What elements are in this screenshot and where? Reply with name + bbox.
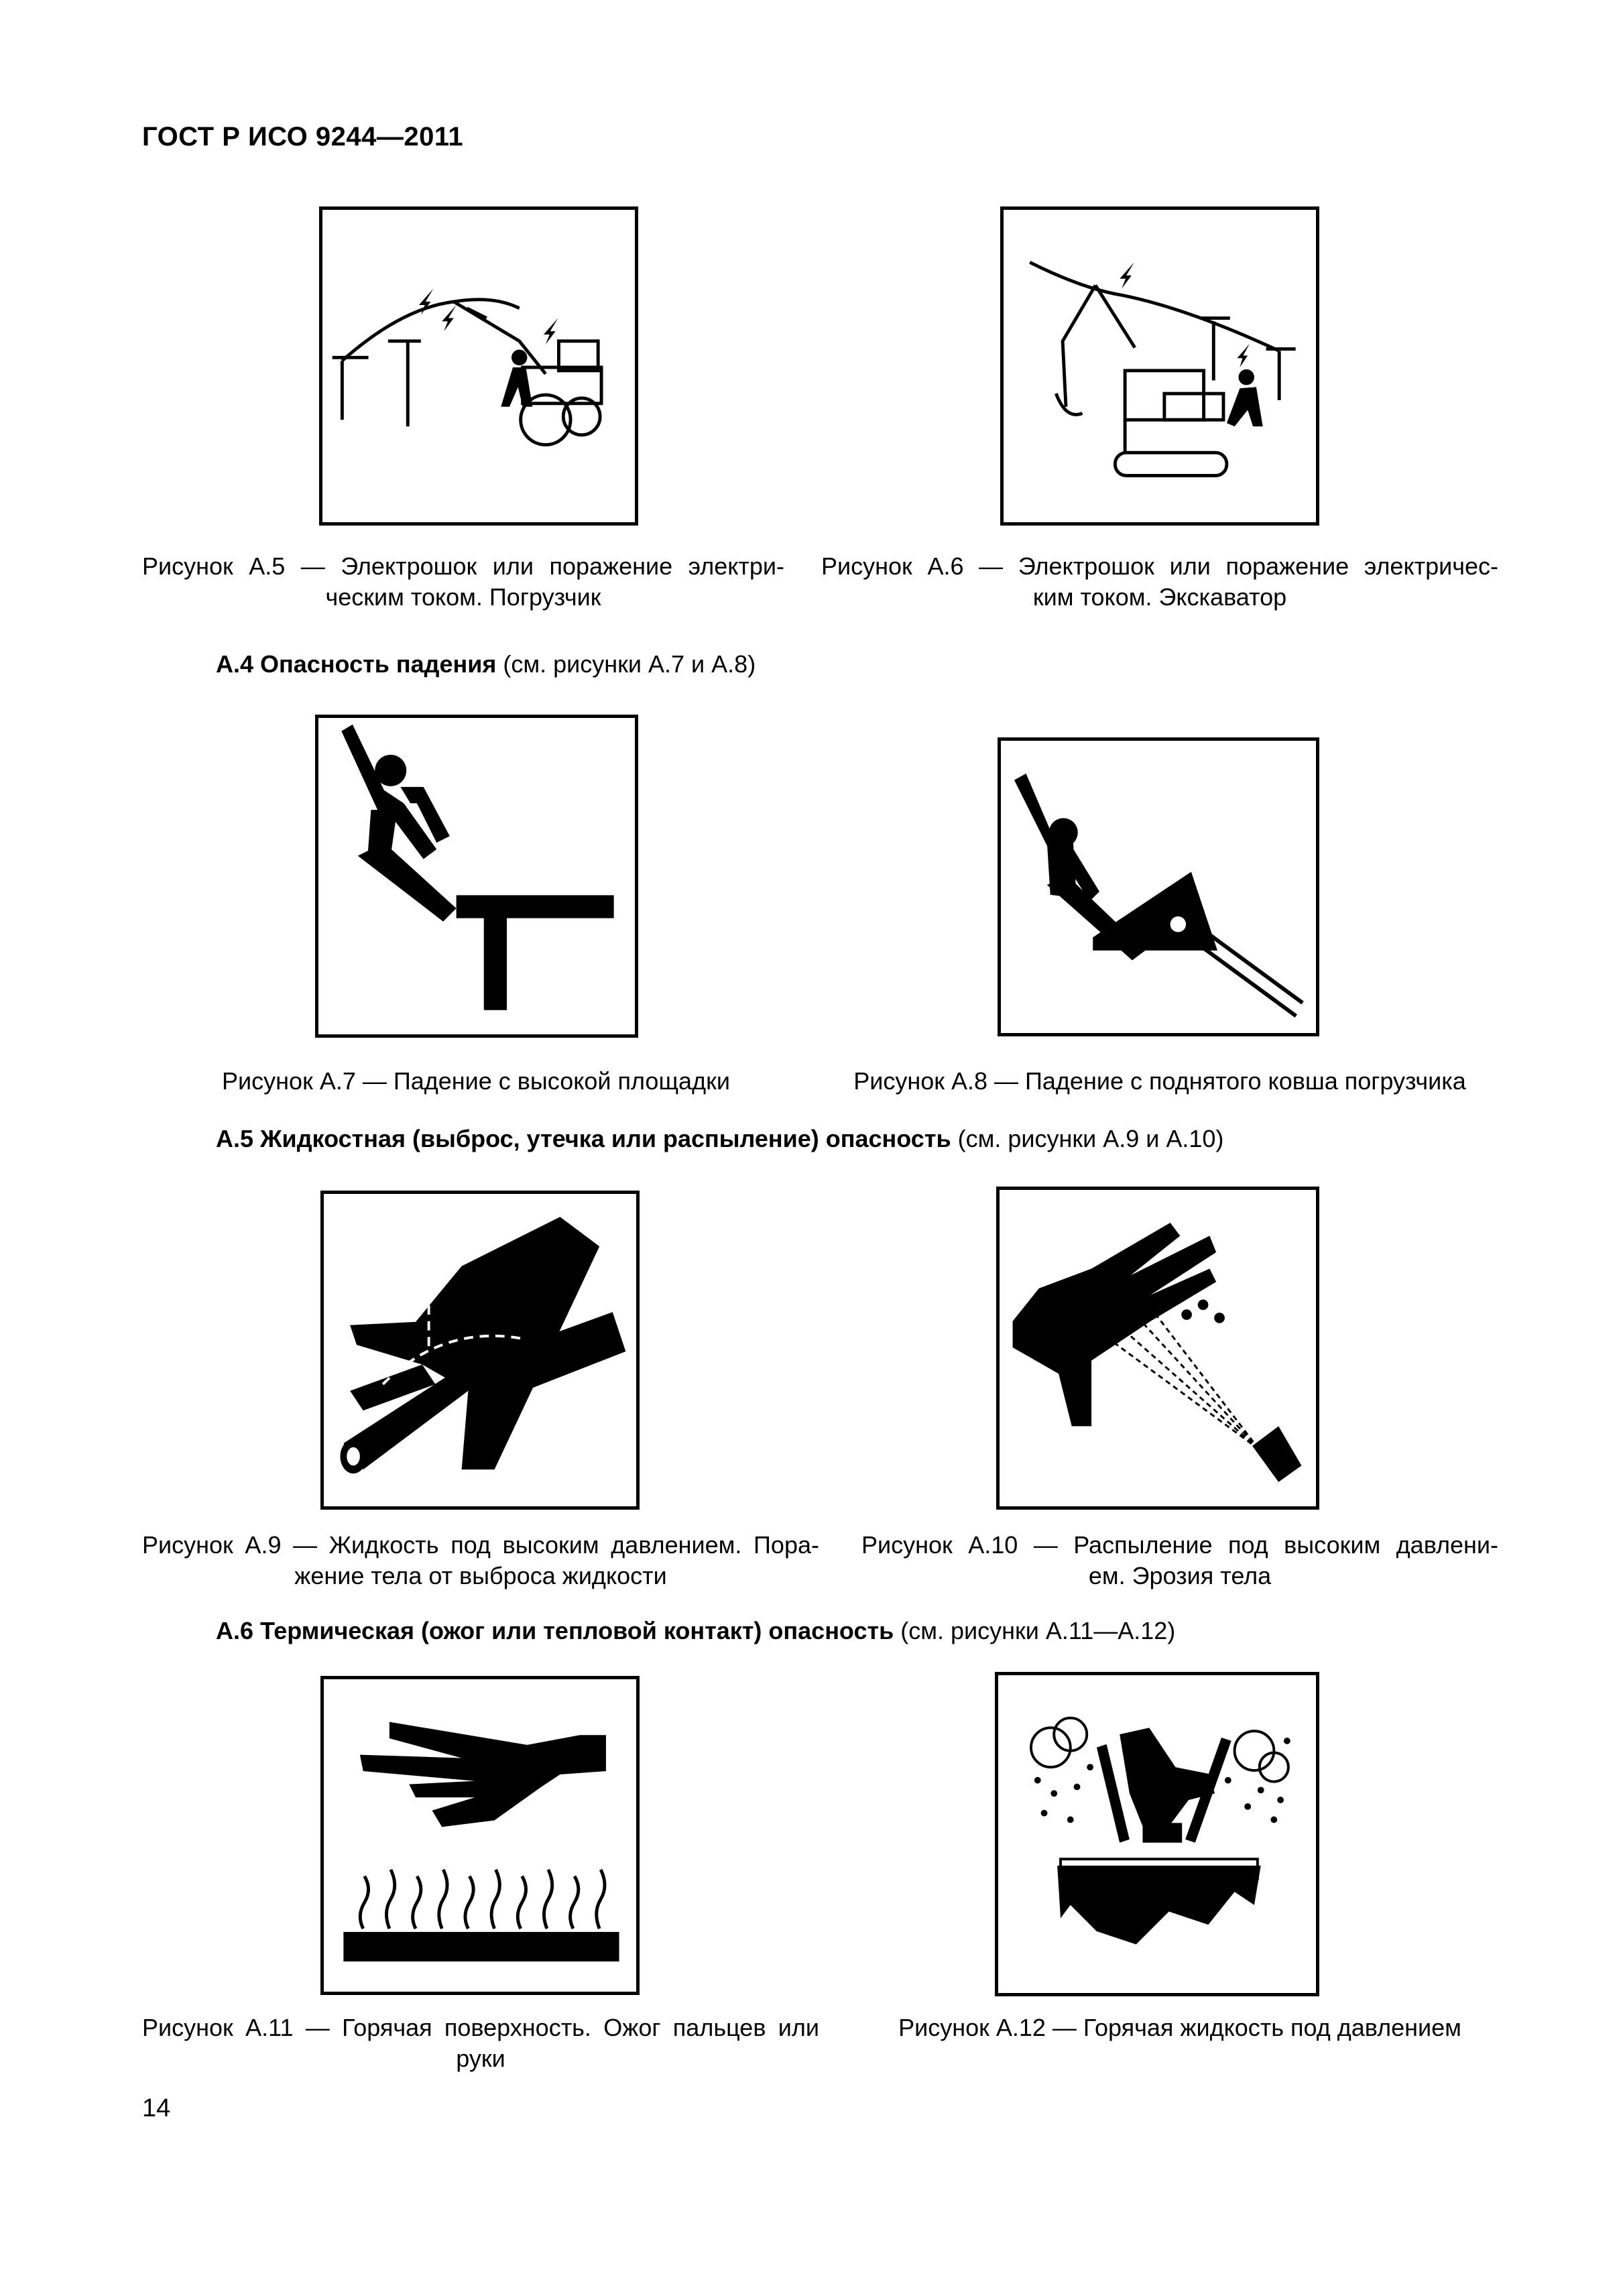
section-a6-heading [216,1617,1175,1645]
figure-a9-high-pressure-fluid-injection [320,1191,640,1510]
caption-a8 [821,1066,1498,1097]
caption-line-2: жение тела от выброса жидкости [294,1562,667,1589]
section-reference: (см. рисунки А.9 и А.10) [951,1125,1224,1152]
figure-a12-hot-pressurized-fluid [995,1672,1319,1996]
caption-line-1: Рисунок А.9 — Жидкость под высоким давлением. Пора- [142,1531,819,1559]
figure-a7-fall-from-platform [315,715,638,1038]
caption-a5 [142,551,784,613]
caption-line-1: Рисунок А.5 — Электрошок или поражение электри- [142,552,784,580]
fall-from-platform-pictogram [318,718,635,1034]
section-a5-heading [216,1125,1223,1153]
section-title: А.5 Жидкостная (выброс, утечка или распыление) опасность [216,1125,951,1152]
section-a4-heading [216,650,756,678]
caption-a6 [821,551,1498,613]
caption-line-1: Рисунок А.7 — Падение с высокой площадки [222,1067,730,1095]
caption-a7 [201,1066,751,1097]
caption-line-2: руки [456,2045,505,2072]
page-number: 14 [142,2094,171,2122]
excavator-electric-shock-pictogram [1004,210,1316,522]
caption-line-1: Рисунок А.10 — Распыление под высоким давлени- [861,1531,1498,1559]
fall-from-bucket-pictogram [1001,741,1316,1033]
figure-a5-loader-electric-shock [319,206,638,526]
caption-line-2: ем. Эрозия тела [1088,1562,1272,1589]
figure-a6-excavator-electric-shock [1000,206,1319,526]
section-reference: (см. рисунки А.7 и А.8) [496,650,756,678]
caption-line-2: ческим током. Погрузчик [325,583,601,611]
caption-line-1: Рисунок А.12 — Горячая жидкость под давлением [898,2014,1461,2041]
caption-a12 [861,2012,1498,2043]
section-title: А.4 Опасность падения [216,650,497,678]
caption-line-1: Рисунок А.8 — Падение с поднятого ковша погрузчика [853,1067,1466,1095]
figure-a10-high-pressure-spray-erosion [996,1187,1319,1510]
hot-fluid-pictogram [998,1675,1316,1993]
caption-line-1: Рисунок А.11 — Горячая поверхность. Ожог пальцев или [142,2014,819,2041]
caption-a10 [861,1530,1498,1591]
caption-a11 [142,2012,819,2074]
fluid-injection-pictogram [324,1194,636,1506]
spray-erosion-pictogram [1000,1190,1316,1506]
figure-a11-hot-surface-burn [320,1676,640,1995]
document-header: ГОСТ Р ИСО 9244—2011 [142,122,464,152]
hot-surface-pictogram [324,1679,636,1992]
caption-line-1: Рисунок А.6 — Электрошок или поражение электричес- [821,552,1498,580]
loader-electric-shock-pictogram [322,210,635,522]
caption-line-2: ким током. Экскаватор [1032,583,1287,611]
figure-a8-fall-from-loader-bucket [998,737,1319,1036]
section-title: А.6 Термическая (ожог или тепловой контакт) опасность [216,1617,894,1644]
caption-a9 [142,1530,819,1591]
section-reference: (см. рисунки А.11—А.12) [894,1617,1176,1644]
